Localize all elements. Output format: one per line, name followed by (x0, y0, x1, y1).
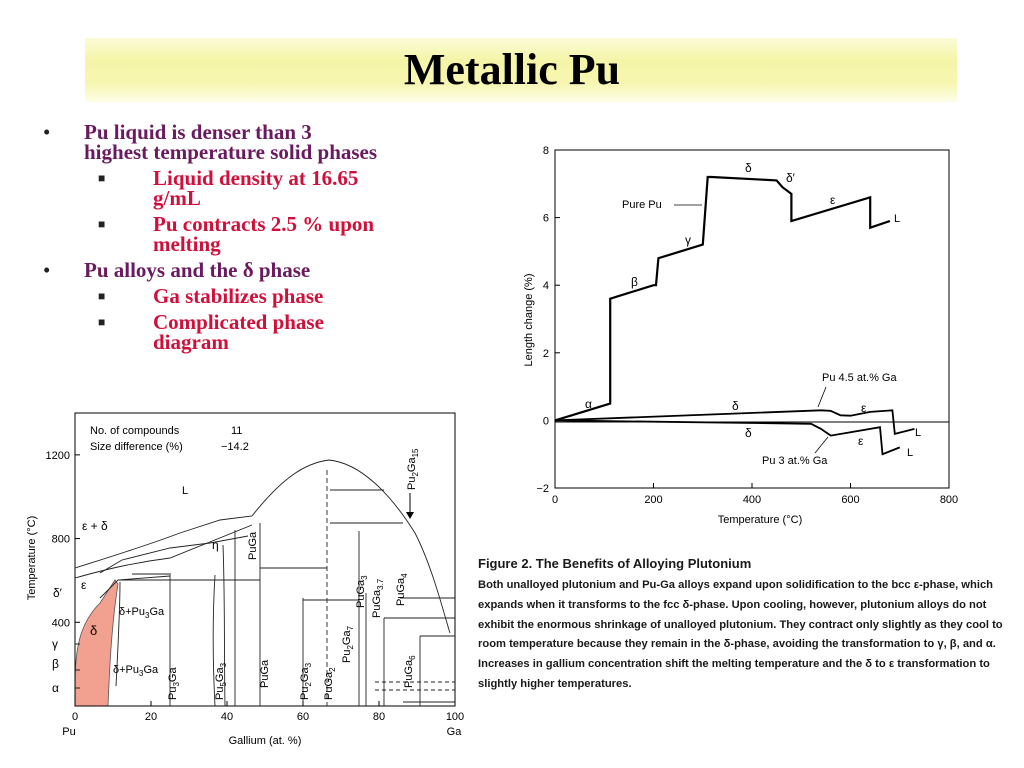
x-tick-label: 100 (445, 711, 465, 723)
y-tick-label: 800 (51, 533, 70, 546)
delta-region (75, 580, 118, 706)
figure-caption (478, 556, 1014, 695)
compound-puga: PuGa (259, 659, 271, 688)
sub-bullet-1-1 (40, 168, 380, 208)
x-tick-label: 20 (144, 711, 158, 723)
length-change-chart (510, 140, 970, 530)
x-tick-label: 40 (220, 711, 234, 723)
leader-line (818, 387, 826, 407)
square-bullet-icon: ■ (98, 217, 106, 231)
x-tick-label: 800 (939, 494, 959, 506)
sub-bullet-2-1-text: Ga stabilizes phase (153, 284, 324, 308)
compound-puga3-7: PuGa$_{3.7}$ (371, 578, 385, 618)
compound-puga6: PuGa$_6$ (403, 655, 417, 688)
y-axis-label: Temperature (°C) (26, 515, 38, 601)
info-compounds-value: 11 (231, 425, 243, 437)
series-label-pure-pu: Pure Pu (622, 199, 662, 211)
sub-bullet-2-2-text: Complicated phase diagram (153, 310, 324, 354)
x-tick-label: 80 (372, 711, 386, 723)
x-tick-label: 60 (296, 711, 310, 723)
x-axis-label: Gallium (at. %) (228, 735, 302, 747)
square-bullet-icon: ■ (98, 315, 106, 329)
series-label-pu-3-ga: Pu 3 at.% Ga (762, 455, 828, 467)
bullet-list (40, 122, 380, 358)
compound-puga3: PuGa$_3$ (355, 575, 369, 608)
subscript-3: 3 (139, 669, 144, 678)
region-alpha: α (52, 681, 59, 695)
bullet-1-text: Pu liquid is denser than 3 highest temperature solid phases (84, 120, 378, 164)
annotation-epsilon-2: ε (861, 401, 867, 415)
annotation-epsilon: ε (830, 193, 836, 207)
region-delta-pu3ga-lower (113, 664, 159, 678)
sub-bullet-1-2-text: Pu contracts 2.5 % upon melting (153, 212, 375, 256)
caption-title: Figure 2. The Benefits of Alloying Plutonium (478, 556, 752, 571)
bullet-2 (40, 260, 380, 280)
sub-bullet-1-2 (40, 214, 380, 254)
annotation-gamma: γ (685, 233, 691, 247)
sub-bullet-2-1 (40, 286, 380, 306)
region-gamma: γ (52, 637, 58, 651)
compound-pu2ga3: $Pu_2Ga_3$ (299, 662, 313, 700)
arrow-head-icon (406, 512, 414, 519)
annotation-liquid: L (894, 213, 901, 225)
y-tick-label: 400 (51, 617, 70, 630)
annotation-delta-3: δ (745, 426, 752, 440)
square-bullet-icon: ■ (98, 289, 106, 303)
end-label-ga: Ga (446, 726, 462, 738)
y-tick-label: −2 (536, 483, 549, 495)
compound-puga-upper: PuGa (247, 531, 259, 560)
region-delta-pu3ga-text: δ+Pu (119, 606, 146, 618)
ga-suffix: Ga (149, 606, 165, 618)
info-compounds-label: No. of compounds (90, 425, 180, 437)
annotation-beta: β (631, 275, 638, 289)
y-tick-label: 8 (542, 145, 549, 157)
region-delta: δ (90, 623, 98, 638)
y-tick-label: 6 (542, 212, 549, 225)
y-tick-label: 1200 (45, 449, 70, 462)
caption-body: Both unalloyed plutonium and Pu-Ga alloys expand upon solidification to the bcc ε-phase, which expands when it transforms to the fcc δ-phase. Upon cooling, however, plutonium alloys do not exhibit the enormous shrinkage of unalloyed plutonium. They contract only slightly as they cool to room temperature because they remain in the δ-phase, avoiding the transformation to γ, β, and α. Increases in gallium concentration shift the melting temperature and the δ to ε transformation to slightly higher temperatures. (478, 579, 1003, 690)
slide-title: Metallic Pu (403, 45, 621, 94)
compound-puga2: PuGa$_2$ (323, 667, 337, 700)
square-bullet-icon: ■ (98, 171, 106, 185)
bullet-dot-icon: • (43, 120, 51, 144)
annotation-delta-2: δ (732, 399, 739, 413)
region-liquid: L (182, 485, 189, 497)
y-tick-label: 0 (542, 415, 549, 428)
bullet-dot-icon: • (43, 258, 51, 282)
leader-line (815, 437, 828, 453)
annotation-liquid-2: L (915, 427, 922, 439)
region-epsilon: ε (81, 578, 87, 592)
end-label-pu: Pu (62, 726, 76, 738)
x-tick-label: 0 (551, 494, 559, 506)
annotation-delta-prime: δ′ (786, 171, 795, 185)
y-tick-label: 4 (542, 280, 549, 293)
compound-pu5ga3: $Pu_5Ga_3$ (214, 662, 228, 700)
x-tick-label: 400 (742, 494, 762, 506)
ga-suffix: Ga (143, 664, 159, 676)
region-beta: β (52, 657, 59, 671)
x-tick-label: 600 (841, 494, 860, 506)
series-line-2 (555, 420, 900, 454)
compound-pu3ga: $Pu_3Ga$ (167, 667, 181, 700)
region-delta-prime: δ′ (53, 586, 62, 600)
region-eta: η (212, 538, 219, 552)
region-eps-delta: ε + δ (82, 519, 108, 533)
x-tick-label: 0 (71, 711, 79, 723)
x-tick-label: 200 (644, 494, 663, 506)
info-size-value: −14.2 (221, 441, 249, 453)
annotation-liquid-3: L (907, 447, 914, 459)
region-delta-pu3ga-text-2: δ+Pu (113, 664, 140, 676)
x-axis-label: Temperature (°C) (717, 514, 803, 526)
region-delta-pu3ga-upper (119, 606, 165, 620)
annotation-delta: δ (745, 161, 752, 175)
bullet-2-text: Pu alloys and the δ phase (84, 258, 311, 282)
plot-frame (555, 150, 949, 488)
sub-bullet-2-2 (40, 312, 380, 352)
compound-pu2ga7: $Pu_2Ga_7$ (341, 625, 355, 663)
info-size-label: Size difference (%) (90, 441, 183, 453)
annotation-alpha: α (585, 397, 592, 411)
sub-bullet-1-1-text: Liquid density at 16.65 g/mL (153, 166, 359, 210)
phase-diagram (20, 408, 475, 753)
y-axis-label: Length change (%) (523, 273, 535, 367)
y-tick-label: 2 (542, 347, 549, 360)
series-label-pu-45-ga: Pu 4.5 at.% Ga (822, 372, 897, 384)
subscript-3: 3 (145, 611, 150, 620)
bullet-1 (40, 122, 380, 162)
annotation-epsilon-3: ε (858, 434, 864, 448)
compound-puga4: PuGa$_4$ (395, 573, 409, 606)
compound-pu2ga15: $Pu_2Ga_{15}$ (406, 448, 420, 490)
